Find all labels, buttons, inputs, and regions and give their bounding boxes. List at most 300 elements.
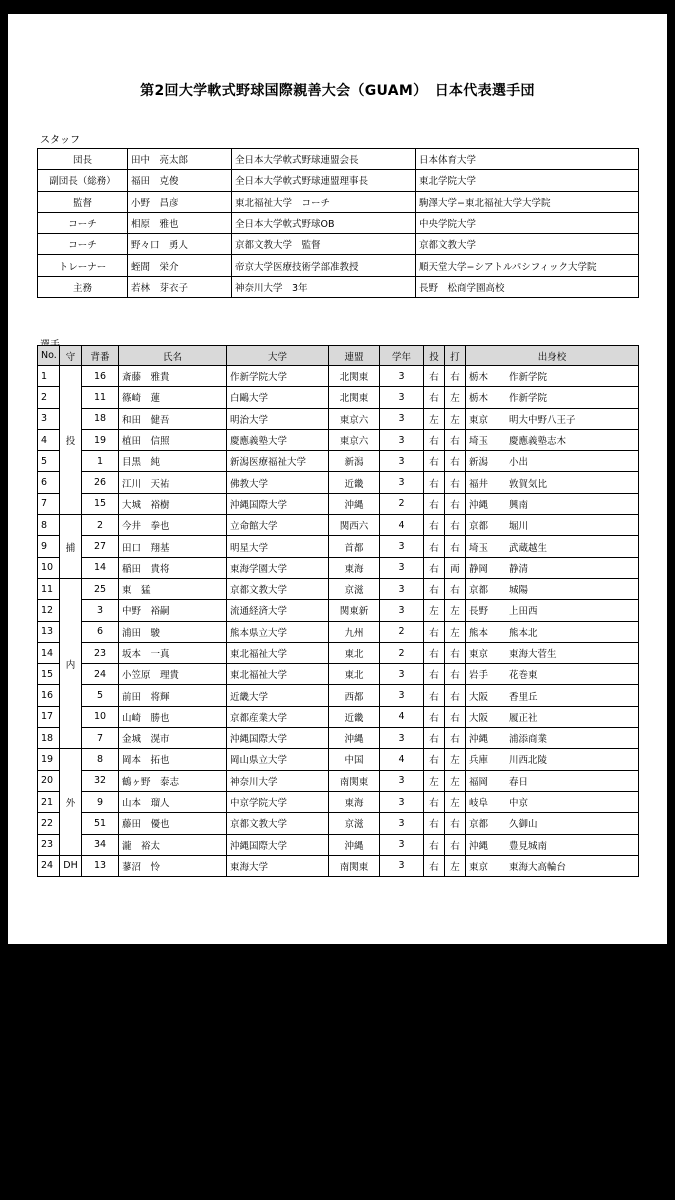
player-high-school: 武蔵越生 bbox=[509, 542, 548, 554]
player-alma-mater bbox=[466, 578, 639, 599]
player-throw: 右 bbox=[424, 366, 445, 387]
player-hometown-prefecture: 東京 bbox=[469, 649, 489, 660]
staff-name: 相原 雅也 bbox=[128, 212, 232, 233]
table-row bbox=[38, 664, 639, 685]
player-bat: 右 bbox=[445, 685, 466, 706]
player-no: 2 bbox=[38, 387, 60, 408]
player-alma-mater bbox=[466, 642, 639, 663]
staff-affiliation: 中央学院大学 bbox=[416, 212, 639, 233]
player-grade: 3 bbox=[380, 770, 424, 791]
player-high-school: 堀川 bbox=[509, 521, 529, 533]
player-bat: 右 bbox=[445, 472, 466, 493]
player-alma-mater bbox=[466, 387, 639, 408]
player-league: 近畿 bbox=[329, 706, 380, 727]
staff-affiliation: 順天堂大学−シアトルパシフィック大学院 bbox=[416, 255, 639, 276]
player-alma-mater bbox=[466, 749, 639, 770]
player-grade: 2 bbox=[380, 621, 424, 642]
table-row bbox=[38, 515, 639, 536]
player-bat: 左 bbox=[445, 749, 466, 770]
staff-row bbox=[38, 191, 639, 212]
player-uniform-number: 11 bbox=[82, 387, 119, 408]
player-university: 白鷗大学 bbox=[227, 387, 329, 408]
player-university: 新潟医療福祉大学 bbox=[227, 451, 329, 472]
player-no: 4 bbox=[38, 429, 60, 450]
player-alma-mater bbox=[466, 429, 639, 450]
header-no: No. bbox=[38, 346, 60, 366]
player-uniform-number: 24 bbox=[82, 664, 119, 685]
player-high-school: 東海大菅生 bbox=[509, 649, 557, 660]
player-uniform-number: 26 bbox=[82, 472, 119, 493]
player-grade: 3 bbox=[380, 472, 424, 493]
player-throw: 右 bbox=[424, 834, 445, 855]
player-uniform-number: 7 bbox=[82, 728, 119, 749]
staff-position: 京都文教大学 監督 bbox=[232, 234, 416, 255]
table-row bbox=[38, 834, 639, 855]
player-grade: 3 bbox=[380, 429, 424, 450]
player-name: 藤田 優也 bbox=[119, 813, 227, 834]
player-uniform-number: 51 bbox=[82, 813, 119, 834]
table-row bbox=[38, 791, 639, 812]
table-row bbox=[38, 472, 639, 493]
player-hometown-prefecture: 京都 bbox=[469, 521, 489, 533]
player-league: 北関東 bbox=[329, 366, 380, 387]
player-hometown-prefecture: 新潟 bbox=[469, 457, 489, 469]
player-alma-mater bbox=[466, 600, 639, 621]
player-name: 蓼沼 怜 bbox=[119, 855, 227, 876]
player-hometown-prefecture: 東京 bbox=[469, 861, 489, 873]
player-university: 東北福祉大学 bbox=[227, 664, 329, 685]
player-grade: 3 bbox=[380, 451, 424, 472]
table-row bbox=[38, 728, 639, 749]
player-high-school: 静清 bbox=[509, 563, 529, 575]
player-university: 東北福祉大学 bbox=[227, 642, 329, 663]
player-league: 新潟 bbox=[329, 451, 380, 472]
player-university: 岡山県立大学 bbox=[227, 749, 329, 770]
player-no: 18 bbox=[38, 728, 60, 749]
header-name: 氏名 bbox=[119, 346, 227, 366]
player-bat: 右 bbox=[445, 813, 466, 834]
player-alma-mater bbox=[466, 728, 639, 749]
player-no: 10 bbox=[38, 557, 60, 578]
player-no: 19 bbox=[38, 749, 60, 770]
player-alma-mater bbox=[466, 515, 639, 536]
player-throw: 右 bbox=[424, 685, 445, 706]
player-high-school: 豊見城南 bbox=[509, 840, 548, 852]
player-no: 17 bbox=[38, 706, 60, 727]
player-bat: 右 bbox=[445, 578, 466, 599]
player-uniform-number: 1 bbox=[82, 451, 119, 472]
players-header-row bbox=[38, 346, 639, 366]
staff-row bbox=[38, 149, 639, 170]
player-name: 瀧 裕太 bbox=[119, 834, 227, 855]
player-alma-mater bbox=[466, 813, 639, 834]
player-uniform-number: 34 bbox=[82, 834, 119, 855]
player-university: 熊本県立大学 bbox=[227, 621, 329, 642]
player-high-school: 慶應義塾志木 bbox=[509, 436, 567, 448]
player-university: 沖縄国際大学 bbox=[227, 493, 329, 514]
table-row bbox=[38, 366, 639, 387]
player-league: 東海 bbox=[329, 557, 380, 578]
table-row bbox=[38, 706, 639, 727]
staff-row bbox=[38, 170, 639, 191]
player-grade: 3 bbox=[380, 855, 424, 876]
header-uniform-number: 背番 bbox=[82, 346, 119, 366]
staff-position: 東北福祉大学 コーチ bbox=[232, 191, 416, 212]
player-grade: 4 bbox=[380, 515, 424, 536]
player-university: 明星大学 bbox=[227, 536, 329, 557]
player-no: 15 bbox=[38, 664, 60, 685]
staff-table bbox=[37, 148, 639, 298]
player-alma-mater bbox=[466, 557, 639, 578]
player-bat: 左 bbox=[445, 791, 466, 812]
player-university: 佛教大学 bbox=[227, 472, 329, 493]
player-no: 22 bbox=[38, 813, 60, 834]
screen-background bbox=[0, 944, 675, 1200]
player-university: 流通経済大学 bbox=[227, 600, 329, 621]
player-bat: 右 bbox=[445, 664, 466, 685]
player-no: 7 bbox=[38, 493, 60, 514]
player-hometown-prefecture: 京都 bbox=[469, 585, 489, 597]
player-hometown-prefecture: 栃木 bbox=[469, 372, 489, 384]
player-no: 21 bbox=[38, 791, 60, 812]
player-name: 小笠原 理貴 bbox=[119, 664, 227, 685]
player-university: 東海大学 bbox=[227, 855, 329, 876]
player-league: 南関東 bbox=[329, 770, 380, 791]
player-league: 京滋 bbox=[329, 813, 380, 834]
player-throw: 右 bbox=[424, 451, 445, 472]
player-grade: 3 bbox=[380, 578, 424, 599]
table-row bbox=[38, 621, 639, 642]
player-hometown-prefecture: 福岡 bbox=[469, 776, 489, 788]
table-row bbox=[38, 855, 639, 876]
player-bat: 右 bbox=[445, 451, 466, 472]
staff-position: 全日本大学軟式野球連盟理事長 bbox=[232, 170, 416, 191]
player-hometown-prefecture: 熊本 bbox=[469, 627, 489, 639]
table-row bbox=[38, 536, 639, 557]
player-grade: 3 bbox=[380, 813, 424, 834]
player-no: 24 bbox=[38, 855, 60, 876]
player-university: 明治大学 bbox=[227, 408, 329, 429]
table-row bbox=[38, 557, 639, 578]
player-name: 鶴ヶ野 泰志 bbox=[119, 770, 227, 791]
player-bat: 右 bbox=[445, 429, 466, 450]
player-uniform-number: 10 bbox=[82, 706, 119, 727]
staff-name: 蛭間 栄介 bbox=[128, 255, 232, 276]
player-high-school: 城陽 bbox=[509, 585, 529, 597]
staff-position: 全日本大学軟式野球OB bbox=[232, 212, 416, 233]
player-throw: 右 bbox=[424, 642, 445, 663]
player-grade: 3 bbox=[380, 728, 424, 749]
staff-affiliation: 日本体育大学 bbox=[416, 149, 639, 170]
players-table bbox=[37, 345, 639, 877]
player-university: 近畿大学 bbox=[227, 685, 329, 706]
player-high-school: 敦賀気比 bbox=[509, 478, 548, 490]
player-throw: 右 bbox=[424, 791, 445, 812]
player-league: 九州 bbox=[329, 621, 380, 642]
player-bat: 右 bbox=[445, 366, 466, 387]
player-hometown-prefecture: 岐阜 bbox=[469, 798, 489, 810]
player-alma-mater bbox=[466, 834, 639, 855]
player-alma-mater bbox=[466, 855, 639, 876]
player-bat: 右 bbox=[445, 536, 466, 557]
player-league: 沖縄 bbox=[329, 728, 380, 749]
player-hometown-prefecture: 埼玉 bbox=[469, 436, 489, 448]
player-grade: 4 bbox=[380, 706, 424, 727]
player-uniform-number: 27 bbox=[82, 536, 119, 557]
player-name: 岡本 拓也 bbox=[119, 749, 227, 770]
staff-name: 小野 昌彦 bbox=[128, 191, 232, 212]
player-high-school: 川西北陵 bbox=[509, 755, 548, 767]
player-grade: 3 bbox=[380, 408, 424, 429]
staff-affiliation: 東北学院大学 bbox=[416, 170, 639, 191]
player-university: 京都文教大学 bbox=[227, 578, 329, 599]
player-name: 坂本 一真 bbox=[119, 642, 227, 663]
player-bat: 右 bbox=[445, 728, 466, 749]
player-name: 大城 裕樹 bbox=[119, 493, 227, 514]
staff-row bbox=[38, 255, 639, 276]
player-no: 11 bbox=[38, 578, 60, 599]
player-league: 南関東 bbox=[329, 855, 380, 876]
player-uniform-number: 19 bbox=[82, 429, 119, 450]
player-hometown-prefecture: 沖縄 bbox=[469, 734, 489, 746]
player-university: 中京学院大学 bbox=[227, 791, 329, 812]
player-name: 篠崎 蓮 bbox=[119, 387, 227, 408]
player-throw: 左 bbox=[424, 408, 445, 429]
staff-role: 副団長（総務） bbox=[38, 170, 128, 191]
player-bat: 右 bbox=[445, 706, 466, 727]
staff-role: 主務 bbox=[38, 276, 128, 297]
player-league: 東北 bbox=[329, 642, 380, 663]
player-no: 3 bbox=[38, 408, 60, 429]
player-high-school: 久御山 bbox=[509, 819, 538, 831]
staff-row bbox=[38, 276, 639, 297]
player-grade: 3 bbox=[380, 536, 424, 557]
player-grade: 3 bbox=[380, 557, 424, 578]
table-row bbox=[38, 578, 639, 599]
player-alma-mater bbox=[466, 621, 639, 642]
player-name: 植田 信照 bbox=[119, 429, 227, 450]
position-group-dh: DH bbox=[60, 855, 82, 876]
player-bat: 右 bbox=[445, 834, 466, 855]
player-no: 9 bbox=[38, 536, 60, 557]
player-throw: 右 bbox=[424, 749, 445, 770]
player-no: 6 bbox=[38, 472, 60, 493]
staff-role: 監督 bbox=[38, 191, 128, 212]
staff-affiliation: 長野 松商学園高校 bbox=[416, 276, 639, 297]
player-alma-mater bbox=[466, 366, 639, 387]
player-uniform-number: 32 bbox=[82, 770, 119, 791]
player-name: 浦田 駿 bbox=[119, 621, 227, 642]
player-grade: 4 bbox=[380, 749, 424, 770]
player-league: 東北 bbox=[329, 664, 380, 685]
player-throw: 右 bbox=[424, 429, 445, 450]
player-high-school: 浦添商業 bbox=[509, 734, 548, 746]
player-league: 沖縄 bbox=[329, 834, 380, 855]
position-group-infield: 内 bbox=[60, 578, 82, 748]
player-university: 京都文教大学 bbox=[227, 813, 329, 834]
player-name: 和田 健吾 bbox=[119, 408, 227, 429]
player-bat: 左 bbox=[445, 387, 466, 408]
staff-role: コーチ bbox=[38, 234, 128, 255]
table-row bbox=[38, 813, 639, 834]
player-hometown-prefecture: 福井 bbox=[469, 478, 489, 490]
player-uniform-number: 5 bbox=[82, 685, 119, 706]
player-bat: 左 bbox=[445, 408, 466, 429]
player-alma-mater bbox=[466, 408, 639, 429]
player-hometown-prefecture: 沖縄 bbox=[469, 499, 489, 511]
player-high-school: 香里丘 bbox=[509, 691, 538, 703]
staff-role: トレーナー bbox=[38, 255, 128, 276]
player-uniform-number: 2 bbox=[82, 515, 119, 536]
table-row bbox=[38, 429, 639, 450]
player-name: 江川 天祐 bbox=[119, 472, 227, 493]
player-university: 東海学園大学 bbox=[227, 557, 329, 578]
staff-row bbox=[38, 234, 639, 255]
staff-position: 帝京大学医療技術学部准教授 bbox=[232, 255, 416, 276]
player-throw: 右 bbox=[424, 855, 445, 876]
player-uniform-number: 3 bbox=[82, 600, 119, 621]
player-grade: 3 bbox=[380, 834, 424, 855]
player-university: 京都産業大学 bbox=[227, 706, 329, 727]
player-uniform-number: 23 bbox=[82, 642, 119, 663]
player-name: 山本 瑠人 bbox=[119, 791, 227, 812]
player-bat: 左 bbox=[445, 855, 466, 876]
player-name: 田口 翔基 bbox=[119, 536, 227, 557]
position-group-catcher: 捕 bbox=[60, 515, 82, 579]
document-page bbox=[8, 14, 667, 944]
player-no: 13 bbox=[38, 621, 60, 642]
player-alma-mater bbox=[466, 770, 639, 791]
player-no: 23 bbox=[38, 834, 60, 855]
player-high-school: 明大中野八王子 bbox=[509, 414, 576, 426]
player-no: 5 bbox=[38, 451, 60, 472]
table-row bbox=[38, 770, 639, 791]
staff-section-label: スタッフ bbox=[40, 135, 80, 146]
player-league: 関西六 bbox=[329, 515, 380, 536]
player-alma-mater bbox=[466, 791, 639, 812]
staff-position: 神奈川大学 3年 bbox=[232, 276, 416, 297]
table-row bbox=[38, 685, 639, 706]
header-alma-mater: 出身校 bbox=[466, 346, 639, 366]
player-hometown-prefecture: 京都 bbox=[469, 819, 489, 831]
player-grade: 2 bbox=[380, 642, 424, 663]
staff-name: 野々口 勇人 bbox=[128, 234, 232, 255]
player-name: 中野 裕嗣 bbox=[119, 600, 227, 621]
player-high-school: 春日 bbox=[509, 776, 529, 788]
player-throw: 右 bbox=[424, 472, 445, 493]
player-hometown-prefecture: 埼玉 bbox=[469, 542, 489, 554]
player-league: 首都 bbox=[329, 536, 380, 557]
player-no: 14 bbox=[38, 642, 60, 663]
page-title: 第2回大学軟式野球国際親善大会（GUAM） 日本代表選手団 bbox=[140, 83, 535, 99]
player-grade: 3 bbox=[380, 387, 424, 408]
player-hometown-prefecture: 栃木 bbox=[469, 393, 489, 405]
header-league: 連盟 bbox=[329, 346, 380, 366]
position-group-outfield: 外 bbox=[60, 749, 82, 855]
position-group-pitcher: 投 bbox=[60, 366, 82, 515]
player-uniform-number: 13 bbox=[82, 855, 119, 876]
player-high-school: 東海大高輪台 bbox=[509, 861, 567, 873]
player-league: 東海 bbox=[329, 791, 380, 812]
player-uniform-number: 6 bbox=[82, 621, 119, 642]
player-high-school: 小出 bbox=[509, 457, 529, 469]
player-no: 16 bbox=[38, 685, 60, 706]
player-no: 20 bbox=[38, 770, 60, 791]
header-throw: 投 bbox=[424, 346, 445, 366]
player-grade: 3 bbox=[380, 664, 424, 685]
player-name: 金城 滉市 bbox=[119, 728, 227, 749]
player-hometown-prefecture: 沖縄 bbox=[469, 840, 489, 852]
player-university: 慶應義塾大学 bbox=[227, 429, 329, 450]
player-bat: 右 bbox=[445, 642, 466, 663]
player-alma-mater bbox=[466, 685, 639, 706]
player-throw: 右 bbox=[424, 515, 445, 536]
player-bat: 左 bbox=[445, 770, 466, 791]
player-hometown-prefecture: 大阪 bbox=[469, 712, 489, 724]
header-position: 守 bbox=[60, 346, 82, 366]
header-grade: 学年 bbox=[380, 346, 424, 366]
player-hometown-prefecture: 長野 bbox=[469, 606, 489, 618]
player-high-school: 履正社 bbox=[509, 712, 538, 724]
player-no: 8 bbox=[38, 515, 60, 536]
player-uniform-number: 25 bbox=[82, 578, 119, 599]
player-high-school: 上田西 bbox=[509, 606, 538, 618]
player-league: 沖縄 bbox=[329, 493, 380, 514]
player-no: 12 bbox=[38, 600, 60, 621]
player-university: 沖縄国際大学 bbox=[227, 834, 329, 855]
table-row bbox=[38, 600, 639, 621]
player-name: 山崎 勝也 bbox=[119, 706, 227, 727]
table-row bbox=[38, 642, 639, 663]
player-league: 東京六 bbox=[329, 429, 380, 450]
table-row bbox=[38, 749, 639, 770]
player-name: 前田 将輝 bbox=[119, 685, 227, 706]
player-hometown-prefecture: 大阪 bbox=[469, 691, 489, 703]
player-hometown-prefecture: 静岡 bbox=[469, 563, 489, 575]
player-throw: 右 bbox=[424, 387, 445, 408]
staff-role: コーチ bbox=[38, 212, 128, 233]
player-high-school: 中京 bbox=[509, 798, 529, 810]
player-bat: 左 bbox=[445, 600, 466, 621]
player-alma-mater bbox=[466, 493, 639, 514]
player-name: 今井 拳也 bbox=[119, 515, 227, 536]
player-bat: 左 bbox=[445, 621, 466, 642]
player-no: 1 bbox=[38, 366, 60, 387]
staff-row bbox=[38, 212, 639, 233]
player-university: 立命館大学 bbox=[227, 515, 329, 536]
player-uniform-number: 18 bbox=[82, 408, 119, 429]
header-university: 大学 bbox=[227, 346, 329, 366]
player-alma-mater bbox=[466, 706, 639, 727]
player-name: 斎藤 雅貴 bbox=[119, 366, 227, 387]
player-high-school: 興南 bbox=[509, 499, 529, 511]
player-hometown-prefecture: 岩手 bbox=[469, 670, 489, 682]
player-high-school: 花巻東 bbox=[509, 670, 538, 682]
table-row bbox=[38, 451, 639, 472]
player-league: 西都 bbox=[329, 685, 380, 706]
player-throw: 右 bbox=[424, 621, 445, 642]
player-uniform-number: 15 bbox=[82, 493, 119, 514]
table-row bbox=[38, 408, 639, 429]
player-high-school: 作新学院 bbox=[509, 393, 548, 405]
table-row bbox=[38, 493, 639, 514]
player-bat: 右 bbox=[445, 493, 466, 514]
table-row bbox=[38, 387, 639, 408]
player-throw: 右 bbox=[424, 536, 445, 557]
player-throw: 右 bbox=[424, 493, 445, 514]
player-throw: 右 bbox=[424, 813, 445, 834]
player-grade: 3 bbox=[380, 685, 424, 706]
